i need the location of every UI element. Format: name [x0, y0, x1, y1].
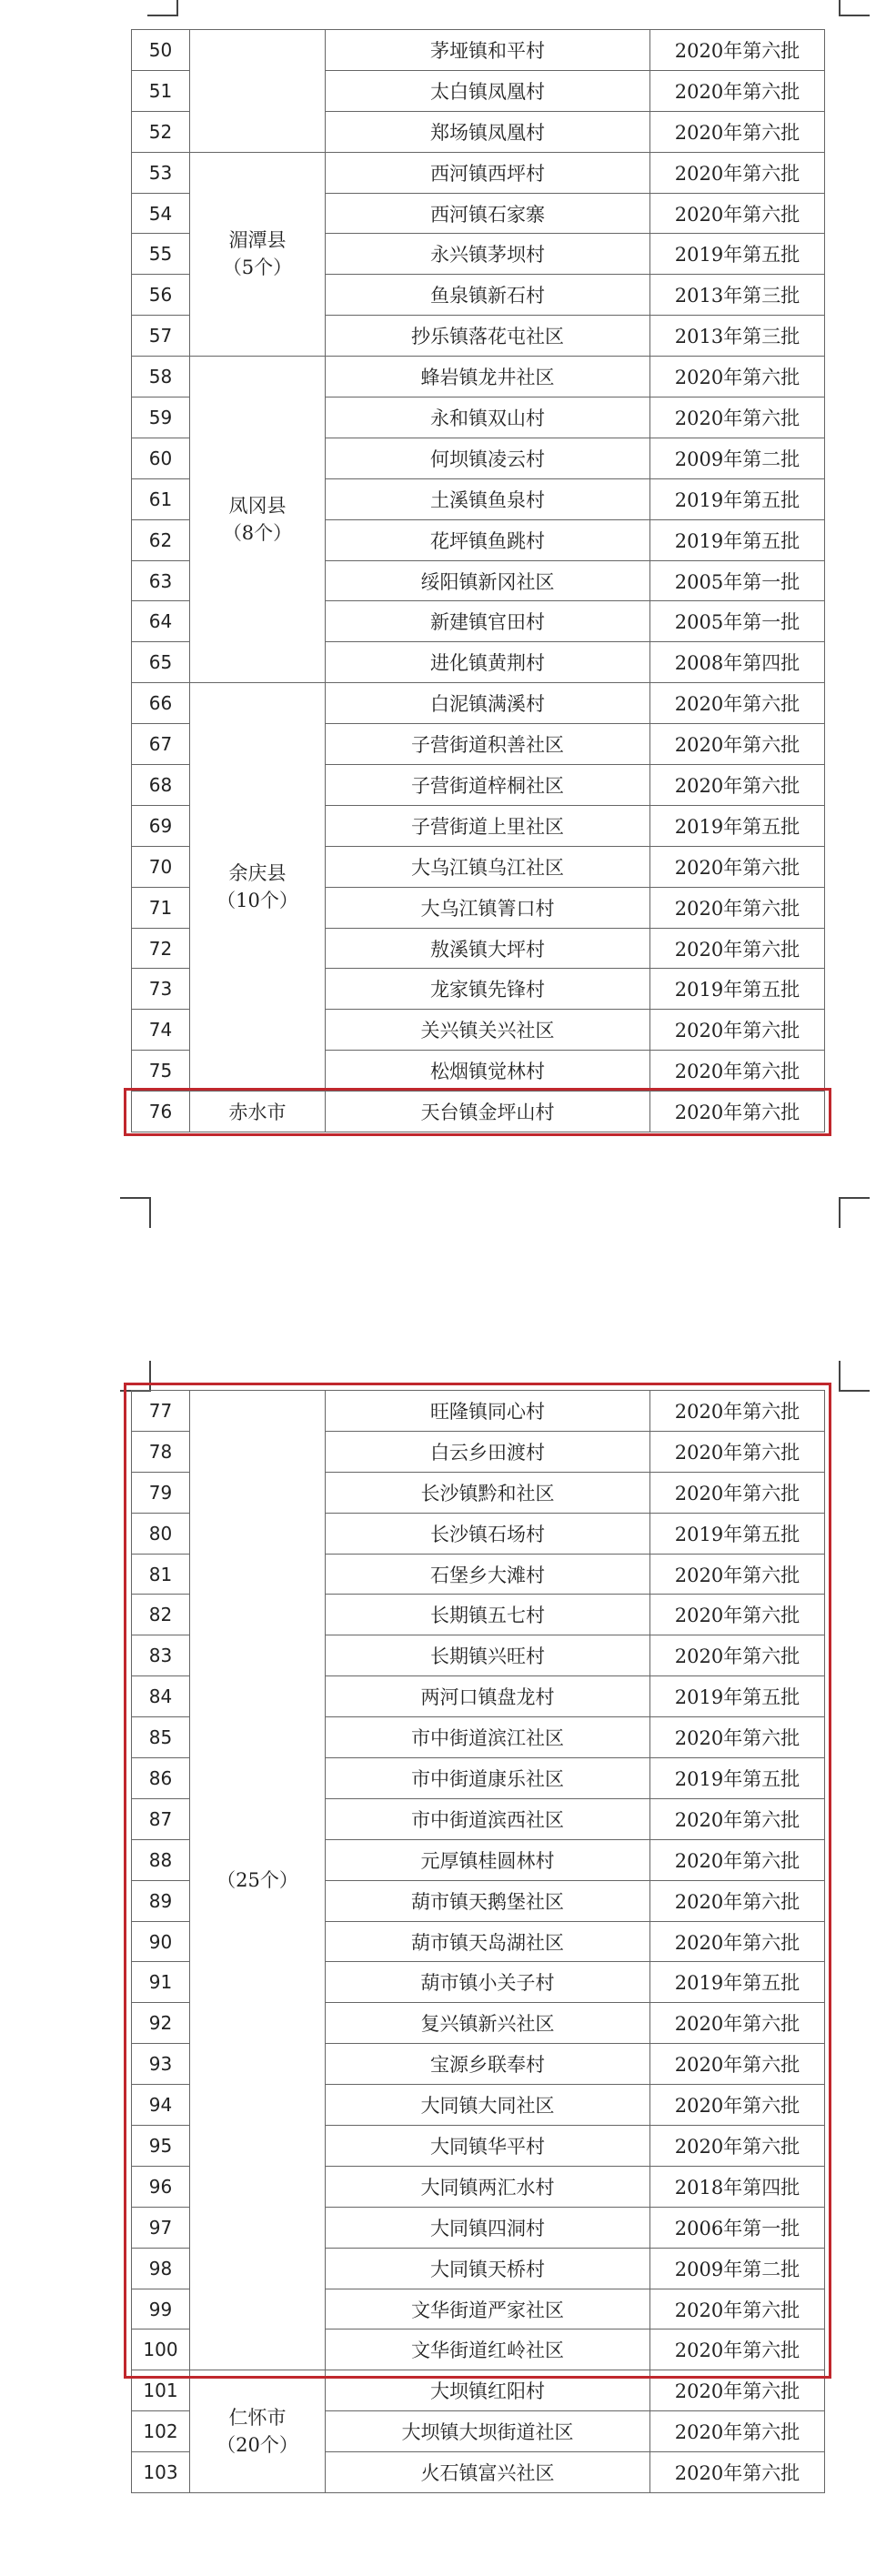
batch-label: 2008年第四批	[650, 642, 825, 683]
village-name: 大坝镇大坝街道社区	[326, 2411, 650, 2452]
row-number: 63	[132, 560, 190, 601]
village-name: 大同镇两汇水村	[326, 2166, 650, 2207]
row-number: 52	[132, 111, 190, 152]
row-number: 87	[132, 1798, 190, 1839]
village-name: 大同镇大同社区	[326, 2085, 650, 2126]
village-name: 葫市镇小关子村	[326, 1962, 650, 2003]
village-name: 长沙镇石场村	[326, 1513, 650, 1554]
batch-label: 2020年第六批	[650, 2289, 825, 2329]
village-name: 文华街道红岭社区	[326, 2329, 650, 2370]
village-name: 蜂岩镇龙井社区	[326, 357, 650, 397]
crop-mark-top-right	[839, 1361, 870, 1392]
village-name: 新建镇官田村	[326, 601, 650, 642]
village-name: 市中街道康乐社区	[326, 1758, 650, 1799]
batch-label: 2020年第六批	[650, 2044, 825, 2085]
village-name: 葫市镇天岛湖社区	[326, 1921, 650, 1962]
row-number: 72	[132, 928, 190, 969]
village-name: 龙家镇先锋村	[326, 969, 650, 1010]
row-number: 51	[132, 70, 190, 111]
batch-label: 2005年第一批	[650, 601, 825, 642]
batch-label: 2019年第五批	[650, 478, 825, 519]
village-name: 大乌江镇乌江社区	[326, 846, 650, 887]
county-count: （8个）	[222, 522, 293, 545]
row-number: 66	[132, 683, 190, 724]
row-number: 76	[132, 1092, 190, 1132]
batch-label: 2020年第六批	[650, 2452, 825, 2493]
village-name: 旺隆镇同心村	[326, 1391, 650, 1432]
batch-label: 2020年第六批	[650, 1921, 825, 1962]
row-number: 99	[132, 2289, 190, 2329]
row-number: 91	[132, 1962, 190, 2003]
table-row-highlighted	[132, 1092, 825, 1132]
village-name: 土溪镇鱼泉村	[326, 478, 650, 519]
row-number: 54	[132, 193, 190, 234]
batch-label: 2020年第六批	[650, 2411, 825, 2452]
row-number: 50	[132, 30, 190, 71]
village-name: 绥阳镇新冈社区	[326, 560, 650, 601]
batch-label: 2020年第六批	[650, 1839, 825, 1880]
county-name: 仁怀市	[228, 2407, 287, 2430]
row-number: 53	[132, 152, 190, 193]
row-number: 55	[132, 234, 190, 275]
batch-label: 2020年第六批	[650, 1010, 825, 1051]
village-name: 市中街道滨江社区	[326, 1717, 650, 1758]
village-name: 太白镇凤凰村	[326, 70, 650, 111]
row-number: 65	[132, 642, 190, 683]
row-number: 73	[132, 969, 190, 1010]
batch-label: 2020年第六批	[650, 2126, 825, 2167]
village-name: 西河镇西坪村	[326, 152, 650, 193]
row-number: 67	[132, 724, 190, 765]
row-number: 88	[132, 1839, 190, 1880]
village-name: 西河镇石家寨	[326, 193, 650, 234]
county-name: 凤冈县	[228, 495, 287, 518]
batch-label: 2013年第三批	[650, 316, 825, 357]
row-number: 69	[132, 805, 190, 846]
batch-label: 2020年第六批	[650, 887, 825, 928]
county-cell-meitan	[190, 152, 326, 356]
village-name: 花坪镇鱼跳村	[326, 519, 650, 560]
crop-mark-top-left	[147, 0, 178, 16]
village-name: 元厚镇桂圆林村	[326, 1839, 650, 1880]
batch-label: 2020年第六批	[650, 1554, 825, 1595]
batch-label: 2020年第六批	[650, 1092, 825, 1132]
batch-label: 2013年第三批	[650, 275, 825, 316]
table-row	[132, 2370, 825, 2411]
batch-label: 2020年第六批	[650, 1880, 825, 1921]
village-name: 关兴镇关兴社区	[326, 1010, 650, 1051]
batch-label: 2020年第六批	[650, 397, 825, 438]
batch-label: 2020年第六批	[650, 111, 825, 152]
row-number: 80	[132, 1513, 190, 1554]
row-number: 56	[132, 275, 190, 316]
village-name: 大乌江镇箐口村	[326, 887, 650, 928]
batch-label: 2020年第六批	[650, 152, 825, 193]
row-number: 58	[132, 357, 190, 397]
village-name: 文华街道严家社区	[326, 2289, 650, 2329]
village-name: 永和镇双山村	[326, 397, 650, 438]
row-number: 81	[132, 1554, 190, 1595]
village-name: 抄乐镇落花屯社区	[326, 316, 650, 357]
batch-label: 2020年第六批	[650, 683, 825, 724]
village-name: 进化镇黄荆村	[326, 642, 650, 683]
table-row	[132, 357, 825, 397]
batch-label: 2009年第二批	[650, 438, 825, 478]
village-name: 长期镇五七村	[326, 1595, 650, 1635]
village-name: 永兴镇茅坝村	[326, 234, 650, 275]
village-name: 大同镇四洞村	[326, 2207, 650, 2248]
village-name: 长沙镇黔和社区	[326, 1472, 650, 1513]
batch-label: 2020年第六批	[650, 70, 825, 111]
county-count: （10个）	[216, 890, 298, 912]
village-name: 茅垭镇和平村	[326, 30, 650, 71]
county-cell-yuqing	[190, 683, 326, 1092]
row-number: 94	[132, 2085, 190, 2126]
row-number: 90	[132, 1921, 190, 1962]
county-cell-fenggang	[190, 357, 326, 683]
batch-label: 2019年第五批	[650, 969, 825, 1010]
batch-label: 2005年第一批	[650, 560, 825, 601]
county-name: 余庆县	[228, 862, 287, 885]
batch-label: 2020年第六批	[650, 1595, 825, 1635]
batch-label: 2020年第六批	[650, 1798, 825, 1839]
batch-label: 2009年第二批	[650, 2248, 825, 2289]
row-number: 85	[132, 1717, 190, 1758]
row-number: 70	[132, 846, 190, 887]
row-number: 62	[132, 519, 190, 560]
row-number: 100	[132, 2329, 190, 2370]
county-count: （5个）	[222, 257, 293, 279]
village-name: 白云乡田渡村	[326, 1431, 650, 1472]
village-table-page-1	[131, 29, 825, 1132]
row-number: 83	[132, 1635, 190, 1676]
county-cell-chishui	[190, 1391, 326, 2370]
village-name: 两河口镇盘龙村	[326, 1676, 650, 1717]
row-number: 82	[132, 1595, 190, 1635]
batch-label: 2020年第六批	[650, 1472, 825, 1513]
batch-label: 2020年第六批	[650, 30, 825, 71]
row-number: 98	[132, 2248, 190, 2289]
village-table-page-2	[131, 1390, 825, 2493]
village-name: 敖溪镇大坪村	[326, 928, 650, 969]
batch-label: 2006年第一批	[650, 2207, 825, 2248]
county-cell-renhuai	[190, 2370, 326, 2493]
row-number: 78	[132, 1431, 190, 1472]
row-number: 57	[132, 316, 190, 357]
row-number: 59	[132, 397, 190, 438]
table-row	[132, 152, 825, 193]
row-number: 92	[132, 2003, 190, 2044]
batch-label: 2019年第五批	[650, 234, 825, 275]
row-number: 93	[132, 2044, 190, 2085]
batch-label: 2020年第六批	[650, 2085, 825, 2126]
county-count: （20个）	[216, 2434, 298, 2457]
county-name-chishui: 赤水市	[190, 1092, 326, 1132]
row-number: 96	[132, 2166, 190, 2207]
village-name: 长期镇兴旺村	[326, 1635, 650, 1676]
row-number: 74	[132, 1010, 190, 1051]
row-number: 97	[132, 2207, 190, 2248]
row-number: 61	[132, 478, 190, 519]
village-name: 子营街道梓桐社区	[326, 765, 650, 806]
batch-label: 2020年第六批	[650, 357, 825, 397]
batch-label: 2020年第六批	[650, 765, 825, 806]
crop-mark-top-left	[120, 1361, 151, 1392]
row-number: 79	[132, 1472, 190, 1513]
county-cell-blank	[190, 30, 326, 153]
village-name: 石堡乡大滩村	[326, 1554, 650, 1595]
batch-label: 2020年第六批	[650, 1391, 825, 1432]
batch-label: 2020年第六批	[650, 2370, 825, 2411]
batch-label: 2020年第六批	[650, 2003, 825, 2044]
batch-label: 2019年第五批	[650, 1962, 825, 2003]
batch-label: 2020年第六批	[650, 2329, 825, 2370]
batch-label: 2020年第六批	[650, 846, 825, 887]
row-number: 71	[132, 887, 190, 928]
row-number: 64	[132, 601, 190, 642]
village-name: 子营街道积善社区	[326, 724, 650, 765]
village-name: 松烟镇觉林村	[326, 1051, 650, 1092]
village-name: 鱼泉镇新石村	[326, 275, 650, 316]
row-number: 84	[132, 1676, 190, 1717]
batch-label: 2019年第五批	[650, 1513, 825, 1554]
village-name: 市中街道滨西社区	[326, 1798, 650, 1839]
batch-label: 2020年第六批	[650, 1635, 825, 1676]
row-number: 75	[132, 1051, 190, 1092]
village-name: 大同镇华平村	[326, 2126, 650, 2167]
batch-label: 2019年第五批	[650, 519, 825, 560]
row-number: 89	[132, 1880, 190, 1921]
crop-mark-bottom-left	[120, 1197, 151, 1228]
table-row	[132, 30, 825, 71]
village-name: 白泥镇满溪村	[326, 683, 650, 724]
table-row	[132, 1391, 825, 1432]
batch-label: 2019年第五批	[650, 1676, 825, 1717]
village-name: 大坝镇红阳村	[326, 2370, 650, 2411]
batch-label: 2020年第六批	[650, 193, 825, 234]
row-number: 77	[132, 1391, 190, 1432]
village-name: 火石镇富兴社区	[326, 2452, 650, 2493]
row-number: 102	[132, 2411, 190, 2452]
row-number: 68	[132, 765, 190, 806]
village-name: 大同镇天桥村	[326, 2248, 650, 2289]
row-number: 103	[132, 2452, 190, 2493]
row-number: 95	[132, 2126, 190, 2167]
row-number: 101	[132, 2370, 190, 2411]
village-name: 宝源乡联奉村	[326, 2044, 650, 2085]
crop-mark-top-right	[839, 0, 870, 16]
village-name: 天台镇金坪山村	[326, 1092, 650, 1132]
batch-label: 2020年第六批	[650, 1051, 825, 1092]
batch-label: 2020年第六批	[650, 724, 825, 765]
batch-label: 2019年第五批	[650, 1758, 825, 1799]
crop-mark-bottom-right	[839, 1197, 870, 1228]
village-name: 复兴镇新兴社区	[326, 2003, 650, 2044]
county-count: （25个）	[216, 1869, 298, 1892]
batch-label: 2020年第六批	[650, 1431, 825, 1472]
village-name: 子营街道上里社区	[326, 805, 650, 846]
batch-label: 2019年第五批	[650, 805, 825, 846]
table-row	[132, 683, 825, 724]
village-name: 何坝镇凌云村	[326, 438, 650, 478]
row-number: 60	[132, 438, 190, 478]
village-name: 葫市镇天鹅堡社区	[326, 1880, 650, 1921]
batch-label: 2020年第六批	[650, 1717, 825, 1758]
village-name: 郑场镇凤凰村	[326, 111, 650, 152]
batch-label: 2018年第四批	[650, 2166, 825, 2207]
county-name: 湄潭县	[228, 229, 287, 252]
row-number: 86	[132, 1758, 190, 1799]
batch-label: 2020年第六批	[650, 928, 825, 969]
